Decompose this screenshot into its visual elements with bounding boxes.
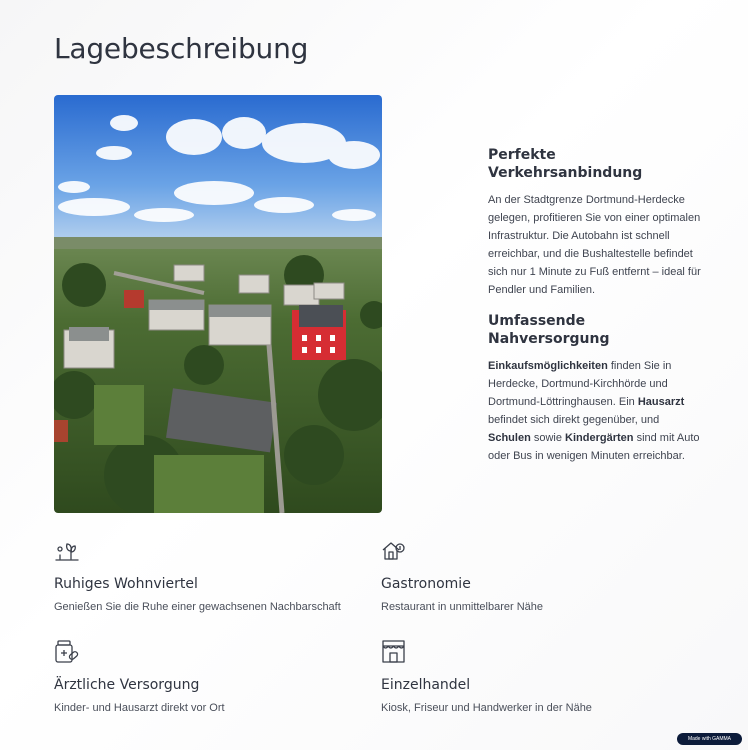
feature-desc: Kinder- und Hausarzt direkt vor Ort (54, 702, 225, 714)
aerial-neighborhood-photo (54, 95, 382, 513)
feature-title: Ärztliche Versorgung (54, 677, 200, 693)
page-title: Lagebeschreibung (54, 32, 309, 65)
text-part: sowie (530, 432, 566, 444)
made-with-badge[interactable]: Made with GAMMA (677, 733, 742, 745)
bold-kindergartens: Kindergärten (565, 432, 634, 444)
medicine-jar-icon (54, 639, 80, 665)
bold-schools: Schulen (488, 432, 531, 444)
text-part: finden Sie in Herdecke, Dortmund-Kirchhörde und Dortmund-Löttringhausen. Ein (488, 360, 672, 408)
feature-retail (381, 639, 701, 714)
section-heading: Perfekte Verkehrsanbindung (488, 147, 643, 181)
bold-shopping: Einkaufsmöglichkeiten (488, 360, 608, 372)
bold-doctor: Hausarzt (637, 396, 685, 408)
feature-medical (54, 639, 374, 714)
feature-desc: Genießen Sie die Ruhe einer gewachsenen Nachbarschaft (54, 601, 341, 613)
section-traffic (488, 146, 703, 299)
aerial-photo-illustration (54, 95, 382, 513)
feature-desc: Restaurant in unmittelbarer Nähe (381, 601, 544, 613)
feature-desc: Kiosk, Friseur und Handwerker in der Nähe (381, 702, 592, 714)
house-coin-icon (381, 538, 407, 564)
plant-growth-icon (54, 538, 80, 564)
section-heading: Umfassende Nahversorgung (488, 313, 610, 347)
storefront-icon (381, 639, 407, 665)
feature-title: Gastronomie (381, 576, 471, 592)
feature-quiet-neighborhood (54, 538, 374, 613)
feature-gastronomy (381, 538, 701, 613)
section-text: An der Stadtgrenze Dortmund-Herdecke gelegen, profitieren Sie von einer optimalen Infrastruktur. Die Autobahn ist schnell erreichbar, und die Bushaltestelle befindet sich nur 1 Minute zu Fuß entfernt – ideal für Pendler und Familien. (488, 194, 701, 296)
feature-title: Einzelhandel (381, 677, 471, 693)
text-part: befindet sich direkt gegenüber, und (488, 414, 660, 426)
feature-title: Ruhiges Wohnviertel (54, 576, 198, 592)
section-text (488, 357, 703, 465)
text-part: sind mit Auto oder Bus in wenigen Minuten erreichbar. (488, 432, 700, 462)
section-supply (488, 312, 703, 465)
